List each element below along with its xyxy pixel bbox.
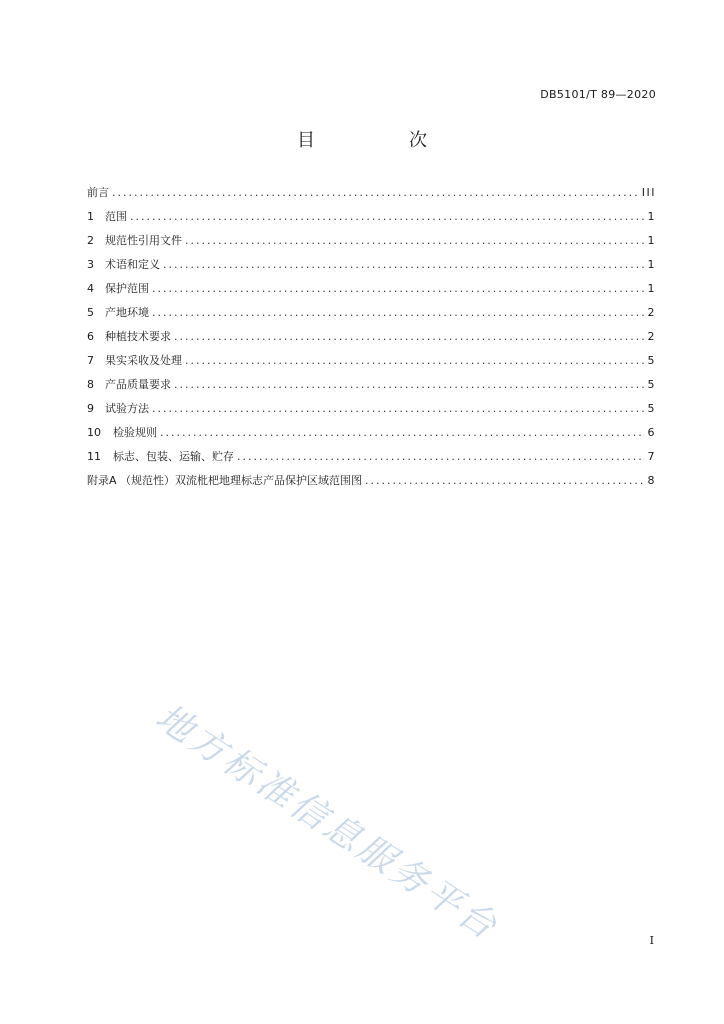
toc-entry[interactable]: [87, 448, 656, 472]
toc-entry-page: 8: [647, 474, 656, 487]
toc-entry-number: 4: [87, 282, 94, 295]
toc-entry-page: 5: [647, 402, 656, 415]
toc-dot-leader: [185, 354, 645, 367]
toc-entry-number: 9: [87, 402, 94, 415]
toc-dot-leader: [152, 402, 645, 415]
toc-entry[interactable]: [87, 352, 656, 376]
toc-entry[interactable]: [87, 304, 656, 328]
toc-entry-label: 术语和定义: [105, 258, 160, 271]
toc-entry[interactable]: [87, 256, 656, 280]
toc-entry-label: 产品质量要求: [105, 378, 171, 391]
toc-entry[interactable]: [87, 208, 656, 232]
toc-entry-page: 1: [647, 210, 656, 223]
toc-dot-leader: [163, 258, 645, 271]
toc-entry-page: 1: [647, 282, 656, 295]
page-title: 目 次: [297, 130, 465, 151]
toc-entry[interactable]: [87, 184, 656, 208]
toc-dot-leader: [174, 378, 645, 391]
toc-entry-number: 3: [87, 258, 94, 271]
toc-dot-leader: [237, 450, 645, 463]
toc-entry-number: 10: [87, 426, 101, 439]
toc-entry[interactable]: [87, 280, 656, 304]
toc-entry-page: 7: [647, 450, 656, 463]
toc-entry-page: 5: [647, 354, 656, 367]
toc-dot-leader: [130, 210, 645, 223]
toc-entry[interactable]: [87, 400, 656, 424]
toc-dot-leader: [365, 474, 644, 487]
toc-dot-leader: [174, 330, 645, 343]
toc-dot-leader: [160, 426, 645, 439]
toc-entry[interactable]: [87, 232, 656, 256]
toc-entry[interactable]: [87, 376, 656, 400]
toc-entry-number: 11: [87, 450, 101, 463]
toc-entry-number: 8: [87, 378, 94, 391]
toc-entry[interactable]: [87, 424, 656, 448]
toc-entry-label: 前言: [87, 186, 109, 199]
toc-entry-number: 2: [87, 234, 94, 247]
toc-entry-page: 2: [647, 306, 656, 319]
table-of-contents: [87, 184, 656, 496]
toc-entry-page: 5: [647, 378, 656, 391]
toc-entry-page: 2: [647, 330, 656, 343]
toc-entry[interactable]: [87, 472, 656, 496]
toc-entry-number: 1: [87, 210, 94, 223]
watermark-text: 地方标准信息服务平台: [148, 696, 507, 949]
toc-entry-label: 产地环境: [105, 306, 149, 319]
toc-entry-label: 保护范围: [105, 282, 149, 295]
toc-entry-label: 种植技术要求: [105, 330, 171, 343]
toc-dot-leader: [112, 186, 639, 199]
toc-dot-leader: [152, 306, 645, 319]
toc-entry-label: 试验方法: [105, 402, 149, 415]
toc-entry-page: III: [641, 186, 656, 199]
toc-entry-page: 1: [647, 258, 656, 271]
toc-entry-label: 检验规则: [113, 426, 157, 439]
toc-entry-label: 范围: [105, 210, 127, 223]
toc-entry-label: 标志、包装、运输、贮存: [113, 450, 234, 463]
toc-entry-number: 7: [87, 354, 94, 367]
toc-entry-number: 5: [87, 306, 94, 319]
toc-entry-page: 1: [647, 234, 656, 247]
toc-entry-label: 果实采收及处理: [105, 354, 182, 367]
document-code: DB5101/T 89—2020: [540, 88, 656, 101]
toc-entry-page: 6: [647, 426, 656, 439]
toc-entry[interactable]: [87, 328, 656, 352]
toc-dot-leader: [185, 234, 645, 247]
toc-entry-label: 附录A （规范性）双流枇杷地理标志产品保护区域范围图: [87, 474, 363, 487]
toc-entry-number: 6: [87, 330, 94, 343]
page-number: I: [649, 934, 654, 947]
toc-dot-leader: [152, 282, 645, 295]
toc-entry-label: 规范性引用文件: [105, 234, 182, 247]
